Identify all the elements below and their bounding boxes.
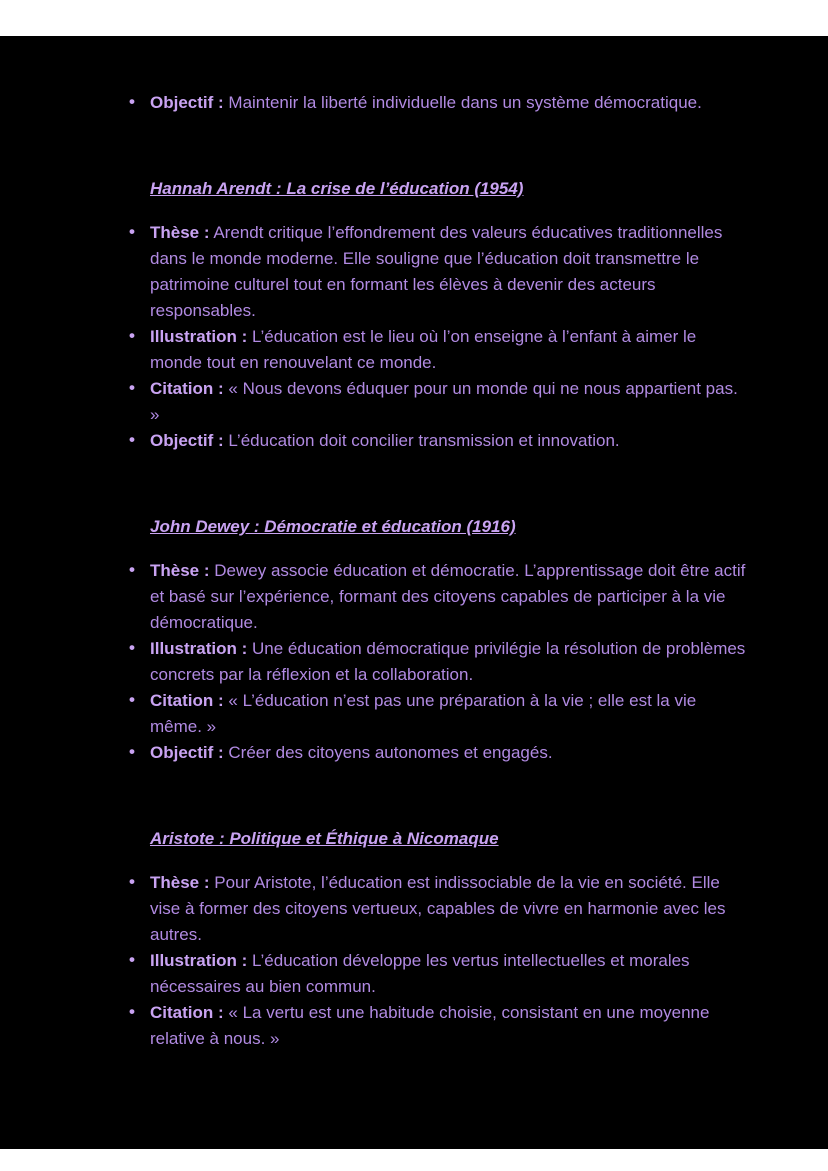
- list-item: [128, 558, 746, 636]
- bullet-icon: •: [129, 222, 135, 241]
- bullet-text: « L’éducation n’est pas une préparation à la vie ; elle est la vie même. »: [150, 691, 697, 736]
- bullet-list: [128, 90, 746, 116]
- page-top-margin: [0, 0, 828, 36]
- list-item: [128, 688, 746, 740]
- list-item: [128, 428, 746, 454]
- list-item: [128, 948, 746, 1000]
- bullet-icon: •: [129, 560, 135, 579]
- bullet-text: Dewey associe éducation et démocratie. L’apprentissage doit être actif et basé sur l’expérience, formant des citoyens capables de participer à la vie démocratique.: [150, 561, 746, 632]
- bullet-list: [128, 220, 746, 454]
- bullet-icon: •: [129, 872, 135, 891]
- bullet-text: Une éducation démocratique privilégie la résolution de problèmes concrets par la réflexion et la collaboration.: [150, 639, 746, 684]
- bullet-label: Objectif :: [150, 743, 224, 762]
- bullet-text: « La vertu est une habitude choisie, consistant en une moyenne relative à nous. »: [150, 1003, 710, 1048]
- bullet-text: L’éducation doit concilier transmission et innovation.: [228, 431, 620, 450]
- bullet-list: [128, 870, 746, 1052]
- bullet-text: Pour Aristote, l’éducation est indissociable de la vie en société. Elle vise à former des citoyens vertueux, capables de vivre en harmonie avec les autres.: [150, 873, 726, 944]
- bullet-label: Thèse :: [150, 873, 210, 892]
- section-aristote: [128, 826, 746, 1052]
- list-item: [128, 740, 746, 766]
- page-bottom-margin: [0, 1149, 828, 1171]
- section-arendt: [128, 176, 746, 454]
- bullet-label: Illustration :: [150, 327, 248, 346]
- section-heading: John Dewey : Démocratie et éducation (1916): [150, 517, 516, 536]
- list-item: [128, 90, 746, 116]
- bullet-label: Citation :: [150, 379, 224, 398]
- section-previous: [128, 90, 746, 116]
- bullet-text: « Nous devons éduquer pour un monde qui ne nous appartient pas. »: [150, 379, 738, 424]
- list-item: [128, 636, 746, 688]
- list-item: [128, 220, 746, 324]
- bullet-text: Maintenir la liberté individuelle dans un système démocratique.: [228, 93, 702, 112]
- bullet-text: Créer des citoyens autonomes et engagés.: [228, 743, 553, 762]
- bullet-label: Citation :: [150, 1003, 224, 1022]
- bullet-icon: •: [129, 1002, 135, 1021]
- bullet-text: L’éducation développe les vertus intellectuelles et morales nécessaires au bien commun.: [150, 951, 690, 996]
- bullet-label: Objectif :: [150, 93, 224, 112]
- bullet-icon: •: [129, 430, 135, 449]
- bullet-label: Objectif :: [150, 431, 224, 450]
- list-item: [128, 870, 746, 948]
- section-heading: Aristote : Politique et Éthique à Nicomaque: [150, 829, 499, 848]
- bullet-icon: •: [129, 326, 135, 345]
- bullet-label: Illustration :: [150, 639, 248, 658]
- bullet-label: Illustration :: [150, 951, 248, 970]
- bullet-text: L’éducation est le lieu où l’on enseigne à l’enfant à aimer le monde tout en renouvelant ce monde.: [150, 327, 697, 372]
- section-heading: Hannah Arendt : La crise de l’éducation (1954): [150, 179, 524, 198]
- bullet-label: Thèse :: [150, 223, 210, 242]
- list-item: [128, 1000, 746, 1052]
- bullet-icon: •: [129, 92, 135, 111]
- list-item: [128, 324, 746, 376]
- section-dewey: [128, 514, 746, 766]
- bullet-label: Citation :: [150, 691, 224, 710]
- bullet-label: Thèse :: [150, 561, 210, 580]
- bullet-icon: •: [129, 690, 135, 709]
- document-content: [128, 36, 746, 1052]
- bullet-list: [128, 558, 746, 766]
- bullet-icon: •: [129, 638, 135, 657]
- bullet-text: Arendt critique l’effondrement des valeurs éducatives traditionnelles dans le monde moderne. Elle souligne que l’éducation doit transmettre le patrimoine culturel tout en formant les élèves à devenir des acteurs responsables.: [150, 223, 723, 320]
- bullet-icon: •: [129, 742, 135, 761]
- bullet-icon: •: [129, 378, 135, 397]
- list-item: [128, 376, 746, 428]
- bullet-icon: •: [129, 950, 135, 969]
